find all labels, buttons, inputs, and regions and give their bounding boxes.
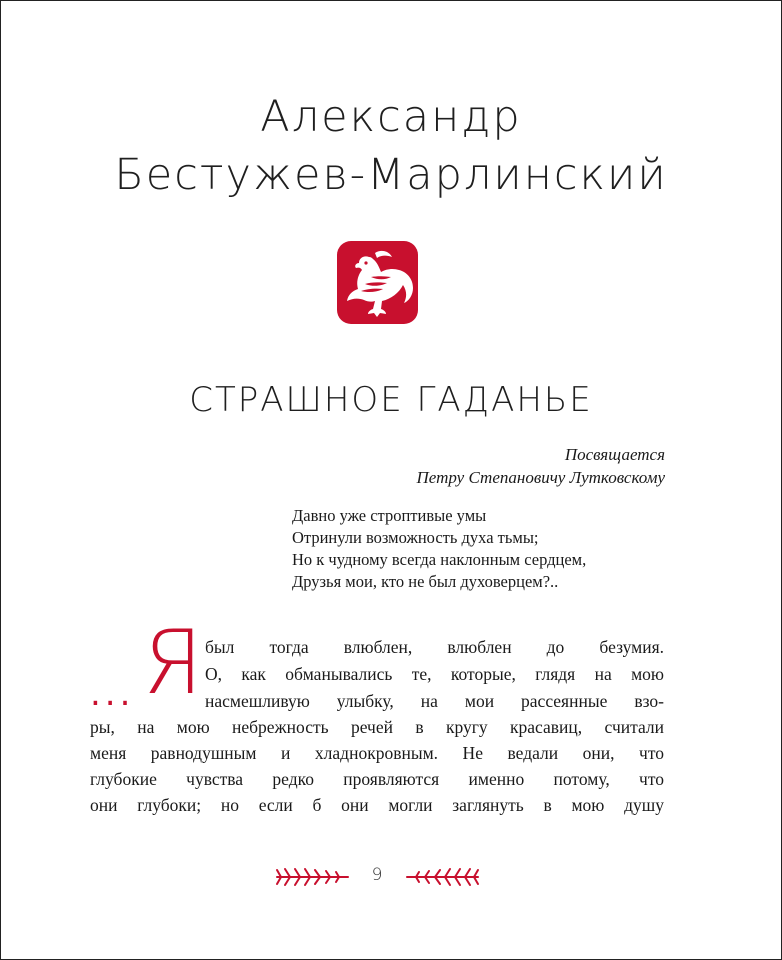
drop-cap-dots: ...: [90, 674, 135, 714]
author-name: [0, 88, 782, 204]
body-text-line: глубокие чувства редко проявляются именно потому, что: [90, 769, 664, 789]
author-last-name: Бестужев-Марлинский: [114, 150, 668, 200]
dedication-line: Петру Степановичу Лутковскому: [416, 468, 665, 487]
body-text-line: О, как обманывались те, которые, глядя на мою: [205, 664, 664, 684]
page-number: 9: [371, 865, 383, 885]
body-text-line: ры, на мою небрежность речей в кругу красавиц, считали: [90, 717, 664, 737]
body-text-line: они глубоки; но если б они могли заглянуть в мою душу: [90, 795, 664, 815]
dedication-line: Посвящается: [564, 445, 665, 464]
story-title: СТРАШНОЕ ГАДАНЬЕ: [189, 380, 593, 420]
epigraph-line: Давно уже строптивые умы: [292, 506, 487, 525]
page-footer: [275, 862, 475, 892]
epigraph-line: Но к чудному всегда наклонным сердцем,: [292, 550, 587, 569]
drop-cap-letter: Я: [142, 611, 204, 714]
body-text-line: был тогда влюблен, влюблен до безумия.: [205, 637, 664, 657]
dedication: [417, 443, 665, 489]
body-text-line: меня равнодушным и хладнокровным. Не ведали они, что: [90, 743, 664, 763]
epigraph-line: Отринули возможность духа тьмы;: [292, 528, 539, 547]
bird-emblem-icon: [337, 241, 418, 324]
author-first-name: Александр: [260, 92, 522, 142]
right-sprig-ornament-icon: [405, 867, 480, 887]
left-sprig-ornament-icon: [275, 867, 350, 887]
drop-cap: [90, 611, 205, 714]
epigraph: [292, 505, 586, 593]
epigraph-line: Друзья мои, кто не был духоверцем?..: [292, 572, 559, 591]
body-text-line: насмешливую улыбку, на мои рассеянные взо-: [205, 691, 664, 711]
